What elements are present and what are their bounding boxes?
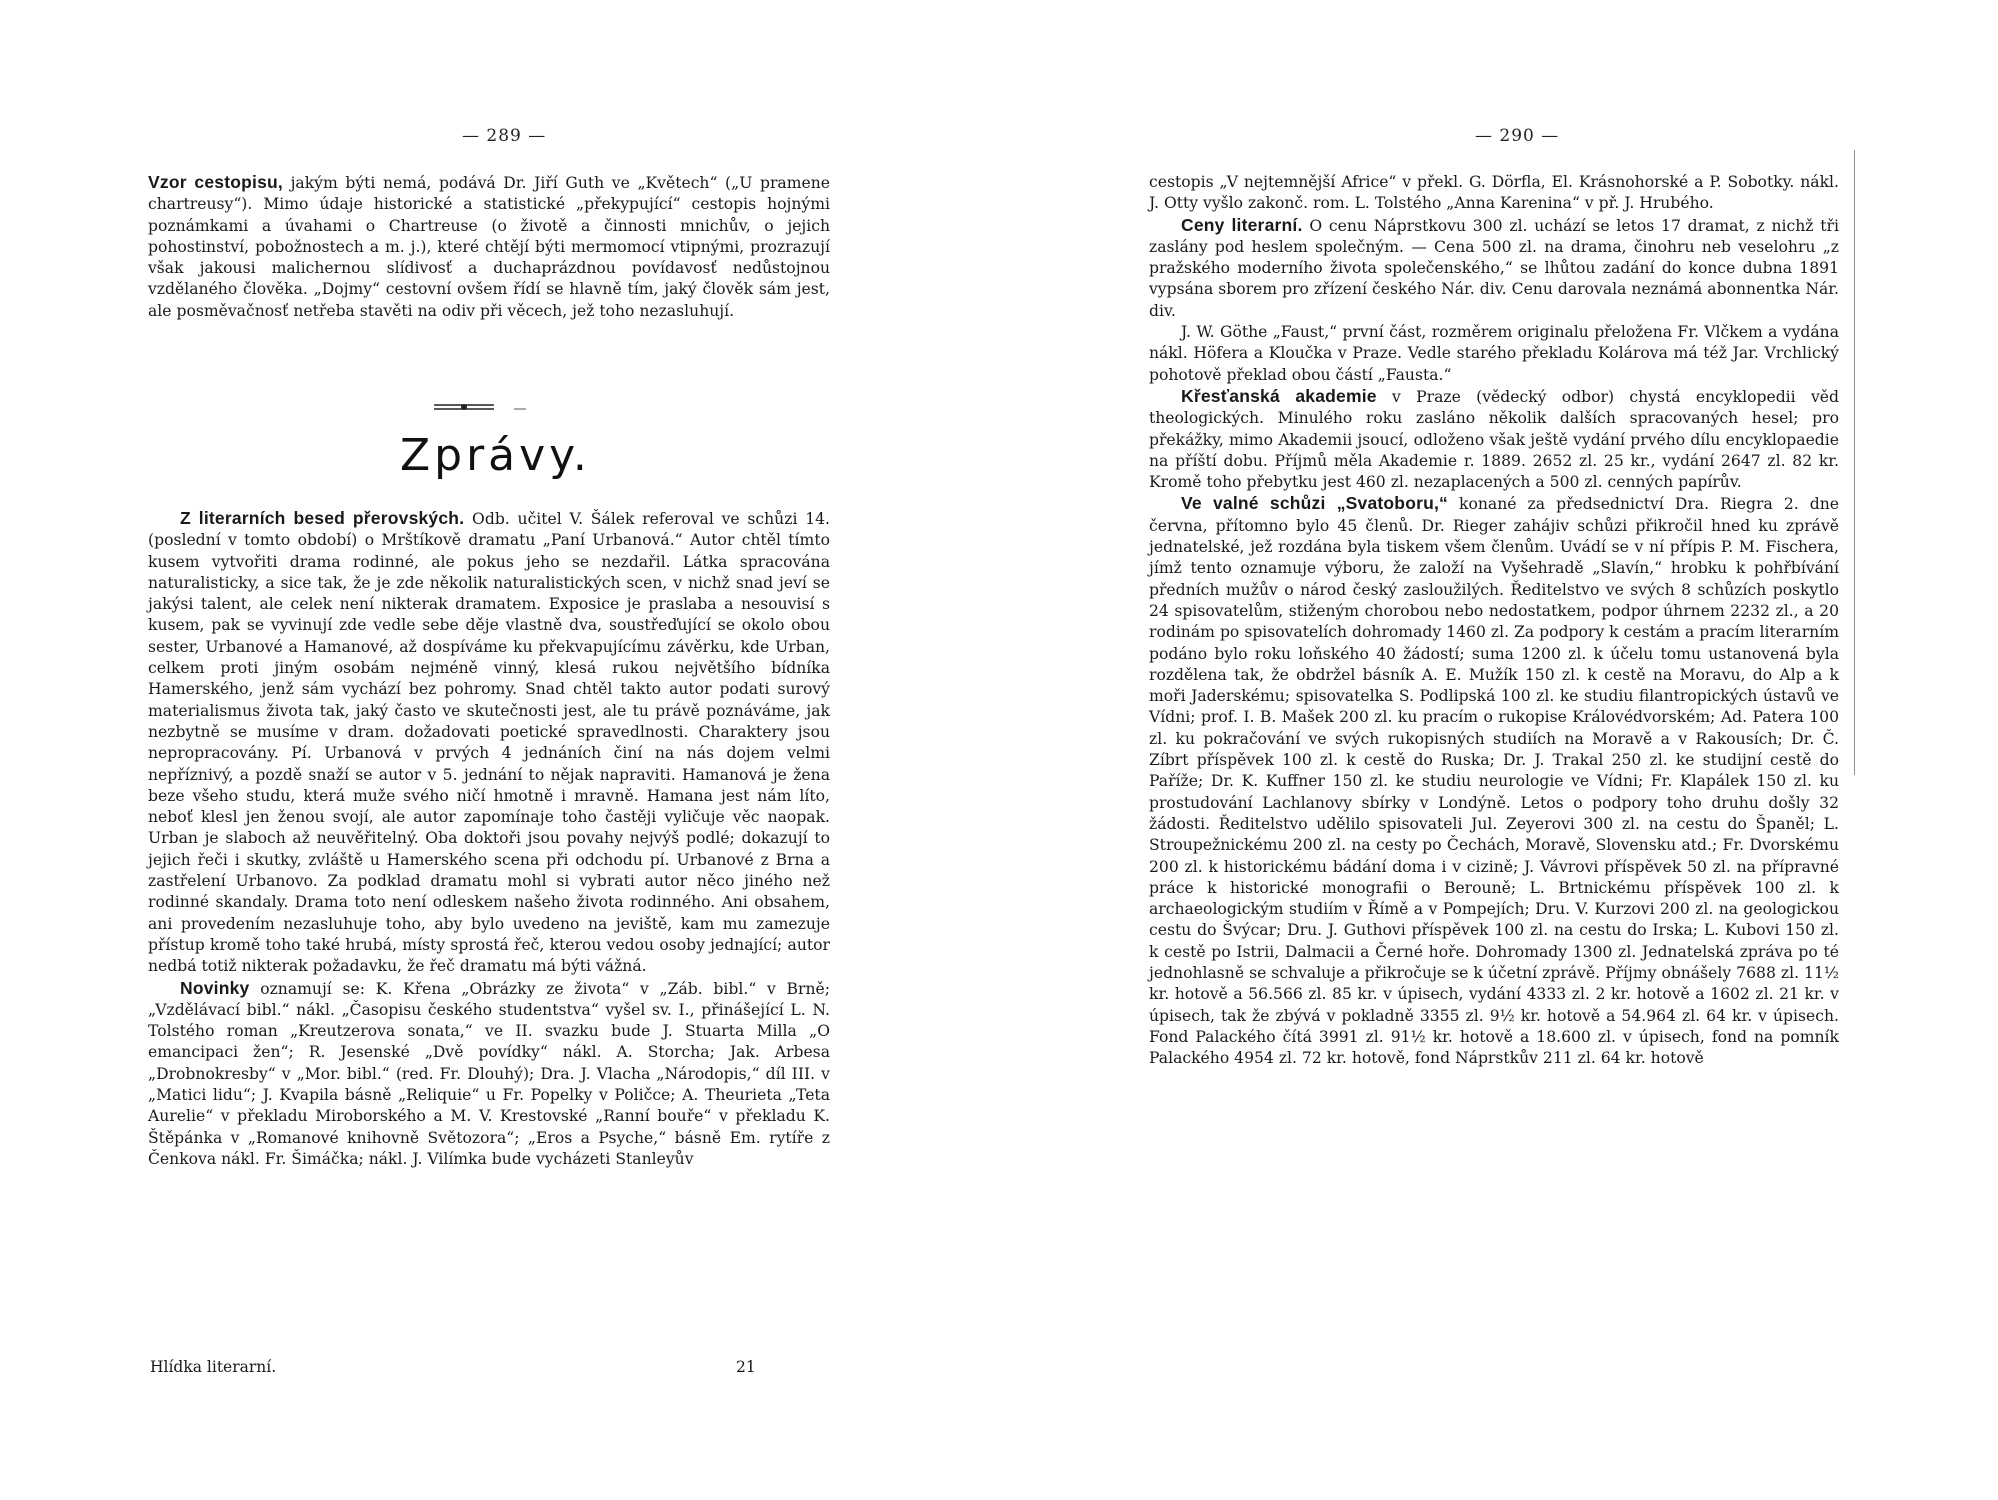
akademie-lead: Křesťanská akademie [1181, 385, 1377, 406]
svatobor-lead: Ve valné schůzi „Svatoboru,“ [1181, 493, 1448, 514]
novinky-text: oznamují se: K. Křena „Obrázky ze života“ v „Záb. bibl.“ v Brně; „Vzdělávací bibl.“ nákl. „Časopisu českého studentstva“ vyšel sv. I., přinášející L. N. Tolstého roman „Kreutzerova sonata,“ ve II. svazku bude J. Stuarta Milla „O emancipaci žen“; R. Jesenské „Dvě povídky“ nákl. A. Storcha; Jak. Arbesa „Drobnokresby“ v „Mor. bibl.“ (red. Fr. Dlouhý); Dra. J. Vlacha „Národopis,“ díl III. v „Matici lidu“; J. Kvapila básně „Reliquie“ u Fr. Popelky v Poličce; A. Theurieta „Teta Aurelie“ v překladu Miroborského a M. V. Krestovské „Ranní bouře“ v překladu K. Štěpánka v „Romanové knihovně Světozora“; „Eros a Psyche,“ básně Em. rytíře z Čenkova nákl. Fr. Šimáčka; nákl. J. Vilímka bude vycházeti Stanleyův [148, 979, 830, 1168]
ceny-text: O cenu Náprstkovu 300 zl. uchází se letos 17 dramat, z nichž tři zaslány pod heslem společným. — Cena 500 zl. na drama, činohru neb veselohru „z pražského moderního života společenského,“ se lhůtou zadání do konce dubna 1891 vypsána sborem pro zřízení českého Nár. div. Cenu darovala neznámá abonnentka Nár. div. [1149, 216, 1839, 320]
faust-text: J. W. Göthe „Faust,“ první část, rozměrem originalu přeložena Fr. Vlčkem a vydána nákl. Höfera a Kloučka v Praze. Vedle starého překladu Kolárova má též Jar. Vrchlický pohotově překlad obou částí „Fausta.“ [1149, 323, 1839, 384]
continuation-text: cestopis „V nejtemnější Africe“ v překl. G. Dörfla, El. Krásnohorské a P. Sobotky. nákl. J. Otty vyšlo zakonč. rom. L. Tolstého „Anna Karenina“ v př. J. Hrubého. [1149, 173, 1839, 213]
akademie-text: v Praze (vědecký odbor) chystá encyklopedii věd theologických. Minulého roku zasláno několik dalších spracovaných hesel; pro překážky, mimo Akademii jsoucí, odloženo však ještě vydání prvého dílu encyklopaedie na příští dobu. Příjmů měla Akademie r. 1889. 2652 zl. 25 kr., vydání 2647 zl. 82 kr. Kromě toho přebytku jest 460 zl. nezaplacených a 500 zl. cenných papírův. [1149, 387, 1839, 492]
right-page [999, 0, 1998, 1500]
section-heading-zpravy: Zprávy. [400, 430, 591, 481]
novinky-lead: Novinky [180, 977, 250, 998]
ceny-lead: Ceny literarní. [1181, 214, 1303, 235]
besedy-article [148, 508, 830, 1170]
margin-rule [1854, 150, 1855, 775]
vzor-text: jakým býti nemá, podává Dr. Jiří Guth ve „Květech“ („U pramene chartreusy“). Mimo údaje historické a statistické „překypující“ cestopis hojnými poznámkami a úvahami o Chartreuse (o životě a činnosti mnichův, o jejich pohostinství, pobožnostech a m. j.), které chtějí býti mermomocí vtipnými, prozrazují však jakousi malichernou slídivosť a duchaprázdnou povídavosť nedůstojnou vzdělaného člověka. „Dojmy“ cestovní ovšem řídí se hlavně tím, jaký člověk sám jest, ale posměvačnosť netřeba stavěti na odiv při věcech, jež toho nezasluhují. [148, 174, 830, 320]
besedy-text: Odb. učitel V. Šálek referoval ve schůzi 14. (poslední v tomto období) o Mrštíkově dramatu „Paní Urbanová.“ Autor chtěl tímto kusem vytvořiti drama rodinné, ale pokus jeho se nezdařil. Látka spracována naturalisticky, a sice tak, že je zde několik naturalistických scen, v nichž snad jeví se jakýsi talent, ale celek není nikterak dramatem. Exposice je praslaba a nesouvisí s kusem, pak se vyvinují zde vedle sebe děje vlastně dva, soustřeďující se okolo obou sester, Urbanové a Hamanové, až dospíváme ku překvapujícímu závěrku, kde Urban, celkem proti jiným osobám nejméně vinný, klesá rukou největšího bídníka Hamerského, jenž sám vychází bez pohromy. Snad chtěl takto autor podati surový materialismus života tak, jaký často ve skutečnosti jest, ale tu právě poznáváme, jak nezbytně se musíme v dram. dožadovati poetické spravedlnosti. Charaktery jsou nepropracovány. Pí. Urbanová v prvých 4 jednáních činí na nás dojem velmi nepříznivý, a pozdě snaží se autor v 5. jednání to nějak napraviti. Hamanová je žena beze všeho studu, která muže svého ničí hmotně i mravně. Hamana jest nám líto, neboť klesl jen ženou svojí, ale autor zapomínaje toho častěji vyličuje věc naopak. Urban je slaboch až neuvěřitelný. Oba doktoři jsou povahy nejvýš podlé; dokazují to jejich řeči i skutky, zvláště u Hamerského scena při odchodu pí. Urbanové z Brna a zastřelení Urbanovo. Za podklad dramatu mohl si vybrati autor něco jiného než rodinné skandaly. Drama toto není odleskem našeho života rodinného. Ani obsahem, ani provedením nezasluhuje toho, aby bylo uvedeno na jeviště, kam mu zamezuje přístup kromě toho také hrubá, místy sprostá řeč, kterou vedou osoby jednající; autor nedbá totiž nikterak požadavku, že řeč dramatu má býti vážná. [148, 510, 830, 976]
footer-journal-title: Hlídka literarní. [150, 1358, 277, 1376]
page-number-right: — 290 — [1475, 126, 1560, 146]
besedy-lead: Z literarních besed přerovských. [180, 508, 465, 528]
svatobor-text: konané za předsednictví Dra. Riegra 2. dne června, přítomno bylo 45 členů. Dr. Rieger zahájiv schůzi přikročil hned ku zprávě jednatelské, jež rozdána byla tiskem všem členům. Uvádí se v ní přípis P. M. Fischera, jímž tento oznamuje výboru, že založí na Vyšehradě „Slavín,“ hrobku k pohřbívání předních mužův o národ český zasloužilých. Ředitelstvo ve svých 8 schůzích poskytlo 24 spisovatelům, stiženým chorobou nebo nedostatkem, podpor úhrnem 2232 zl., a 20 rodinám po spisovatelích dohromady 1460 zl. Za podpory k cestám a pracím literarním podáno bylo roku loňského 40 žádostí; suma 1200 zl. k účelu tomu ustanovená byla rozdělena tak, že obdržel básník A. E. Mužík 150 zl. k cestě na Moravu, do Alp a k moři Jaderskému; spisovatelka S. Podlipská 100 zl. ke studiu filantropických ústavů ve Vídni; prof. I. B. Mašek 200 zl. ku pracím o rukopise Královédvorském; Ad. Patera 100 zl. ku pokračování ve svých rukopisných studiích na Moravě a v Rakousích; Dr. Č. Zíbrt příspěvek 100 zl. k cestě do Ruska; Dr. J. Trakal 250 zl. ke studijní cestě do Paříže; Dr. K. Kuffner 150 zl. ke studiu neurologie ve Vídni; Fr. Klapálek 150 zl. ku prostudování Lachlanovy sbírky v Londýně. Letos o podpory toho druhu došly 32 žádosti. Ředitelstvo udělilo spisovateli Jul. Zeyerovi 300 zl. na cestu do Španěl; L. Stroupežnickému 200 zl. na cesty po Čechách, Moravě, Slovensku atd.; Fr. Dvorskému 200 zl. k historickému bádání doma i v cizině; J. Vávrovi příspěvek 50 zl. na přípravné práce k historické monografii o Berouně; L. Brtnickému příspěvek 100 zl. k archaeologickým studiím v Římě a v Pompejích; Dru. V. Kurzovi 200 zl. na geologickou cestu do Švýcar; Dru. J. Guthovi příspěvek 100 zl. na cestu do Irska; L. Kubovi 150 zl. k cestě po Istrii, Dalmacii a Černé hoře. Dohromady 1300 zl. Jednatelská zpráva po té jednohlasně se schvaluje a přikročuje se k účetní zprávě. Příjmy obnášely 7688 zl. 11½ kr. hotově a 56.566 zl. 85 kr. v úpisech, vydání 4333 zl. 2 kr. hotově a 1602 zl. 21 kr. v úpisech, tak že zbývá v pokladně 3355 zl. 9½ kr. hotově a 54.964 zl. 64 kr. v úpisech. Fond Palackého čítá 3991 zl. 91½ kr. hotově a 18.600 zl. v úpisech, fond na pomník Palackého 4954 zl. 72 kr. hotově, fond Náprstkův 211 zl. 64 kr. hotově [1149, 495, 1839, 1068]
vzor-lead: Vzor cestopisu, [148, 172, 283, 192]
footer-signature: 21 [736, 1358, 756, 1376]
ornament-divider-icon [414, 398, 534, 418]
right-column [1149, 172, 1839, 1069]
vzor-cestopisu-article [148, 172, 830, 322]
page-number-left: — 289 — [462, 126, 547, 146]
